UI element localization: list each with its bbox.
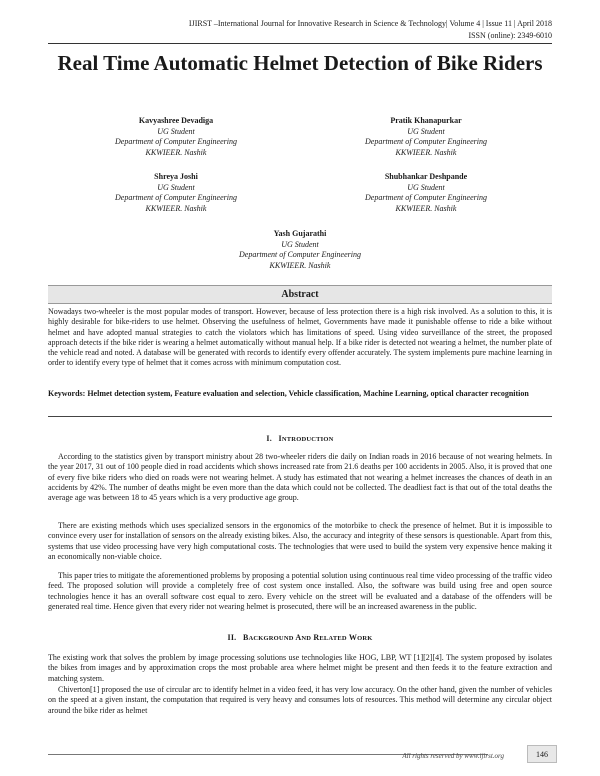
paper-title: Real Time Automatic Helmet Detection of Bike Riders xyxy=(57,51,543,75)
author-department: Department of Computer Engineering xyxy=(365,193,487,202)
author-role: UG Student xyxy=(407,126,445,136)
author-institute: KKWIEER. Nashik xyxy=(269,260,331,270)
author-role: UG Student xyxy=(281,239,319,249)
author-institute: KKWIEER. Nashik xyxy=(395,203,457,213)
author-name: Kavyashree Devadiga xyxy=(138,116,214,125)
intro-paragraph: According to the statistics given by transport ministry about 28 two-wheeler riders die daily on Indian roads in 2016 because of not wearing helmets. In the year 2017, 31 out of 100 people died in road accidents which shows increased rate from 21.6 deaths per 100 accidents in 2005. Also, it is proved that one of every five bike riders who died on roads were not wearing helmet. A study has estimated that not wearing a helmet increases the chances of death in an accidents by 42%. The number of deaths might be even more than the data which could not be collected. The deadliest fact is that out of the total deaths the average age was between 18 to 45 years which is a very productive age group. xyxy=(48,452,552,503)
section-heading-introduction xyxy=(48,434,552,443)
heading-word-initial: R xyxy=(313,633,320,642)
keywords-list: Helmet detection system, Feature evaluation and selection, Vehicle classification, Machine Learning, optical character recognition xyxy=(87,389,529,398)
author-block xyxy=(56,116,296,158)
issn-line: ISSN (online): 2349-6010 xyxy=(468,31,552,40)
author-name: Yash Gujarathi xyxy=(273,229,327,238)
heading-word-rest: ND xyxy=(301,635,312,642)
journal-header: IJIRST –International Journal for Innovative Research in Science & Technology| Volume 4 | Issue 11 | April 2018 xyxy=(188,19,552,28)
author-block xyxy=(180,229,420,271)
heading-word-initial: W xyxy=(348,633,358,642)
author-role: UG Student xyxy=(157,182,195,192)
author-role: UG Student xyxy=(407,182,445,192)
abstract-divider xyxy=(48,416,552,417)
author-block xyxy=(306,116,546,158)
section-number: II. xyxy=(227,633,237,642)
section-number: I. xyxy=(266,434,272,443)
author-department: Department of Computer Engineering xyxy=(115,193,237,202)
heading-word-initial: B xyxy=(242,633,249,642)
abstract-heading: Abstract xyxy=(48,285,552,304)
background-paragraph: The existing work that solves the problem by image processing solutions use technologies like HOG, LBP, WT [1][2][4]. The system proposed by isolates the bikes from images and by approximation crops the most probable area where helmet might be present and then feeds it to the feature extraction and matching system. xyxy=(48,653,552,683)
author-department: Department of Computer Engineering xyxy=(365,137,487,146)
section-title-rest: NTRODUCTION xyxy=(281,436,334,443)
section-heading-background xyxy=(48,633,552,642)
author-name: Shreya Joshi xyxy=(154,172,198,181)
heading-word-rest: ELATED xyxy=(319,635,347,642)
footer-rights: All rights reserved by www.ijirst.org xyxy=(402,752,504,760)
author-institute: KKWIEER. Nashik xyxy=(145,147,207,157)
author-block xyxy=(56,172,296,214)
heading-word-rest: ORK xyxy=(357,635,373,642)
author-name: Shubhankar Deshpande xyxy=(384,172,468,181)
intro-paragraph: There are existing methods which uses specialized sensors in the ergonomics of the motorbike to check the presence of helmet. But it is impossible to convince every user for installation of sensors on the already existing bikes. Also, the accuracy and integrity of these sensors is questionable. Apart from this, systems that use video processing have very high computational costs. The technologies that were used to build the system very expensive hence making it an economically non-viable choice. xyxy=(48,521,552,561)
heading-word-initial: A xyxy=(295,633,302,642)
background-paragraph: Chiverton[1] proposed the use of circular arc to identify helmet in a video feed, it has very low accuracy. On the other hand, given the number of vehicles on the speed at a given instant, the computation that required is very heavy and consumes lots of resources. This method will determine any circular object around the bike rider as helmet xyxy=(48,685,552,715)
author-block xyxy=(306,172,546,214)
keywords-line xyxy=(48,389,552,399)
abstract-text: Nowadays two-wheeler is the most popular modes of transport. However, because of less protection there is a high risk involved. As a solution to this, it is highly desirable for bike-riders to use helmet. Observing the usefulness of helmet, Governments have made it punishable offense to ride a bike without helmet and have adopted manual strategies to catch the violators which has limitations of speed. Using video surveillance of the street, the proposed approach detects if the bike rider is wearing a helmet automatically without manual help. If a bike rider is detected not wearing a helmet, the number plate of the vehicle read and noted. A database will be generated with records to identify every offender accurately. The system implements pure machine learning in order to identify every type of helmet that it comes across with minimum computation cost. xyxy=(48,307,552,368)
author-role: UG Student xyxy=(157,126,195,136)
author-department: Department of Computer Engineering xyxy=(239,250,361,259)
author-institute: KKWIEER. Nashik xyxy=(395,147,457,157)
header-divider xyxy=(48,43,552,44)
intro-paragraph: This paper tries to mitigate the aforementioned problems by proposing a potential solution using continuous real time video processing of the traffic video feed. The proposed solution will provide a completely free of cost system once installed. Also, the software was build using free and open source technologies hence it has an overall software cost equal to zero. Every vehicle on the street will be evaluated and a database of the offenders will be generated real time. Hence given that every rider not wearing helmet is prosecuted, there will be an increased awareness in the public. xyxy=(48,571,552,611)
page-number: 146 xyxy=(527,745,557,763)
author-department: Department of Computer Engineering xyxy=(115,137,237,146)
author-institute: KKWIEER. Nashik xyxy=(145,203,207,213)
section-initial: I xyxy=(278,434,282,443)
heading-word-rest: ACKGROUND xyxy=(248,635,294,642)
author-name: Pratik Khanapurkar xyxy=(390,116,462,125)
keywords-label: Keywords: xyxy=(48,389,86,398)
